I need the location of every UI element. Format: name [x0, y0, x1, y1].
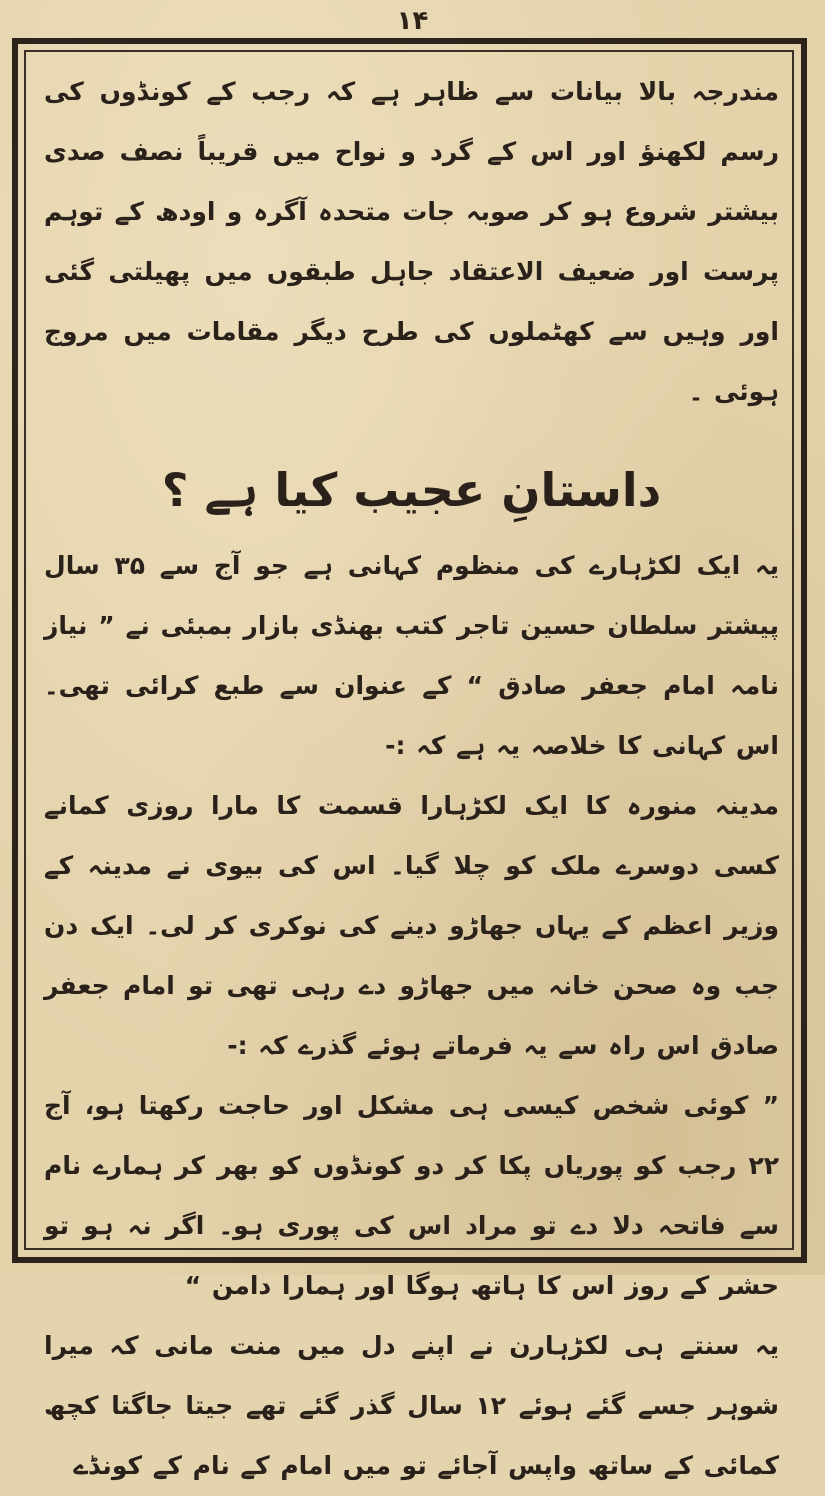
paragraph-quote: ” کوئی شخص کیسی ہی مشکل اور حاجت رکھتا ہو، آج ۲۲ رجب کو پوریاں پکا کر دو کونڈوں کو بھر کر ہمارے نام سے فاتحہ دلا دے تو مراد اس کی پوری ہو۔ اگر نہ ہو تو حشر کے روز اس کا ہاتھ ہوگا اور ہمارا دامن “ [44, 1091, 779, 1300]
paragraph-story: مدینہ منورہ کا ایک لکڑہارا قسمت کا مارا روزی کمانے کسی دوسرے ملک کو چلا گیا۔ اس کی بیوی نے مدینہ کے وزیر اعظم کے یہاں جھاڑو دینے کی نوکری کر لی۔ ایک دن جب وہ صحن خانہ میں جھاڑو دے رہی تھی تو امام جعفر صادق اس راہ سے یہ فرماتے ہوئے گذرے کہ :- [44, 791, 779, 1060]
paragraph-summary: یہ ایک لکڑہارے کی منظوم کہانی ہے جو آج سے ۳۵ سال پیشتر سلطان حسین تاجر کتب بھنڈی بازار بمبئی نے ” نیاز نامہ امام جعفر صادق “ کے عنوان سے طبع کرائی تھی۔ اس کہانی کا خلاصہ یہ ہے کہ :- [44, 551, 780, 760]
page-number: ۱۴ [396, 6, 429, 36]
section-heading: داستانِ عجیب کیا ہے ؟ [161, 463, 662, 517]
page-content [44, 62, 780, 1480]
paragraph-vow: یہ سنتے ہی لکڑہارن نے اپنے دل میں منت مانی کہ میرا شوہر جسے گئے ہوئے ۱۲ سال گذر گئے تھے جیتا جاگتا کچھ کمائی کے ساتھ واپس آجائے تو میں امام کے نام کے کونڈے [44, 1331, 779, 1480]
paragraph-intro: مندرجہ بالا بیانات سے ظاہر ہے کہ رجب کے کونڈوں کی رسم لکھنؤ اور اس کے گرد و نواح میں قریباً نصف صدی بیشتر شروع ہو کر صوبہ جات متحدہ آگرہ و اودھ کے توہم پرست اور ضعیف الاعتقاد جاہل طبقوں میں پھیلتی گئی اور وہیں سے کھٹملوں کی طرح دیگر مقامات میں مروج ہوئی ۔ [44, 77, 779, 406]
